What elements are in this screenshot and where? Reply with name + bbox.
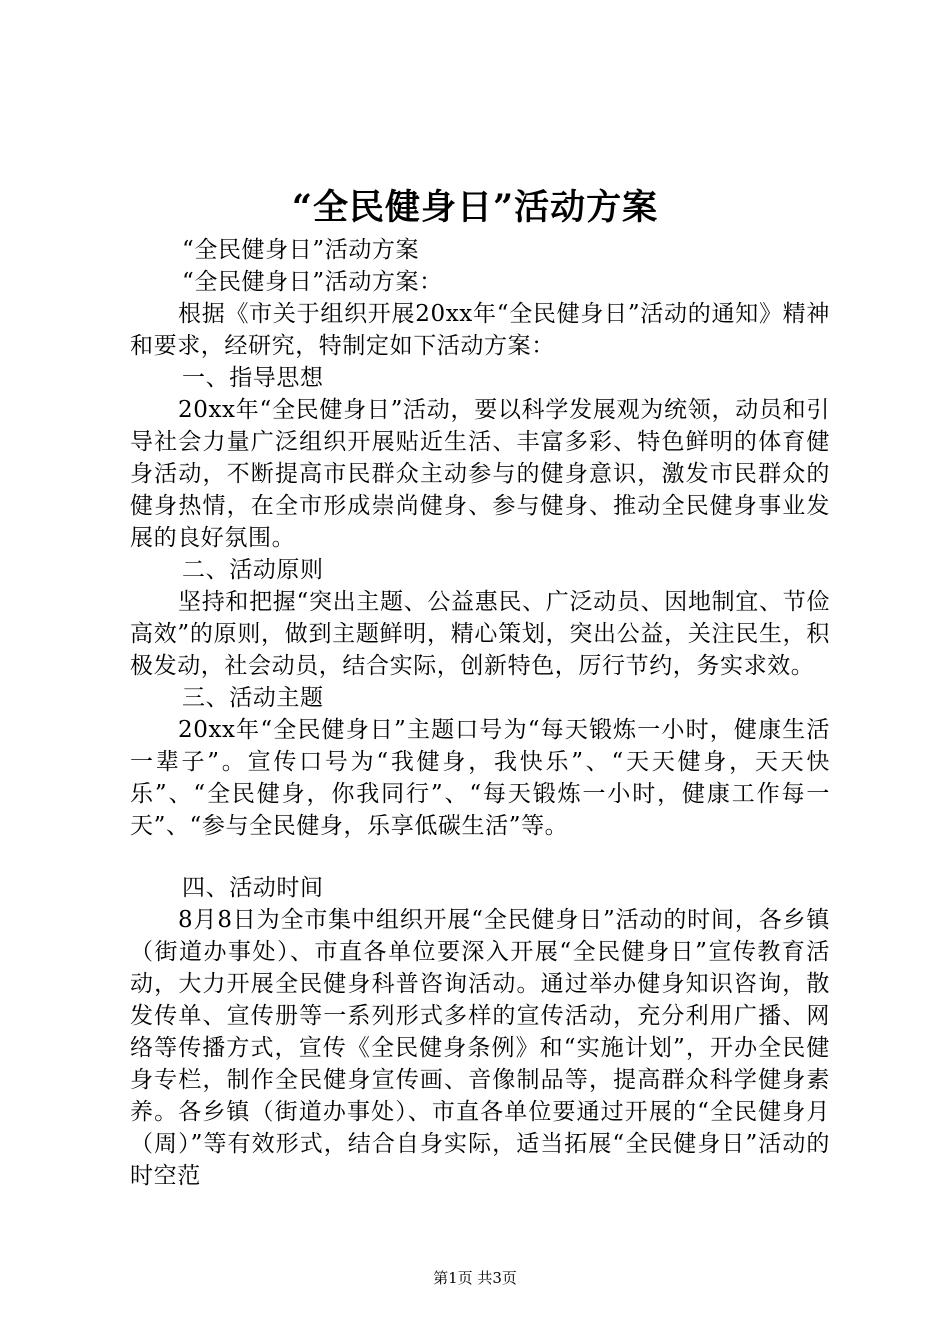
paragraph-spacer [130, 842, 830, 872]
document-body [130, 234, 830, 1192]
intro-paragraph: 根据《市关于组织开展20xx年“全民健身日”活动的通知》精神和要求，经研究，特制定如下活动方案： [130, 301, 830, 359]
salutation-line: “全民健身日”活动方案： [182, 269, 443, 295]
section-paragraph-1: 20xx年“全民健身日”活动，要以科学发展观为统领，动员和引导社会力量广泛组织开展贴近生活、丰富多彩、特色鲜明的体育健身活动，不断提高市民群众主动参与的健身意识，激发市民群众的健身热情，在全市形成崇尚健身、参与健身、推动全民健身事业发展的良好氛围。 [130, 397, 830, 551]
section-heading-1: 一、指导思想 [182, 365, 324, 391]
subtitle-line: “全民健身日”活动方案 [182, 237, 420, 263]
section-heading-4: 四、活动时间 [182, 875, 324, 901]
section-paragraph-4: 8月8日为全市集中组织开展“全民健身日”活动的时间，各乡镇（街道办事处）、市直各单位要深入开展“全民健身日”宣传教育活动，大力开展全民健身科普咨询活动。通过举办健身知识咨询，散发传单、宣传册等一系列形式多样的宣传活动，充分利用广播、网络等传播方式，宣传《全民健身条例》和“实施计划”，开办全民健身专栏，制作全民健身宣传画、音像制品等，提高群众科学健身素养。各乡镇（街道办事处）、市直各单位要通过开展的“全民健身月（周）”等有效形式，结合自身实际，适当拓展“全民健身日”活动的时空范 [130, 907, 830, 1189]
section-heading-3: 三、活动主题 [182, 685, 324, 711]
page-footer: 第1页 共3页 [433, 1269, 517, 1287]
document-title: “全民健身日”活动方案 [291, 187, 659, 228]
section-paragraph-3: 20xx年“全民健身日”主题口号为“每天锻炼一小时，健康生活一辈子”。宣传口号为“我健身，我快乐”、“天天健身，天天快乐”、“全民健身，你我同行”、“每天锻炼一小时，健康工作每一天”、“参与全民健身，乐享低碳生活”等。 [130, 717, 830, 839]
section-paragraph-2: 坚持和把握“突出主题、公益惠民、广泛动员、因地制宜、节俭高效”的原则，做到主题鲜明，精心策划，突出公益，关注民生，积极发动，社会动员，结合实际，创新特色，厉行节约，务实求效。 [130, 589, 830, 679]
section-heading-2: 二、活动原则 [182, 557, 324, 583]
